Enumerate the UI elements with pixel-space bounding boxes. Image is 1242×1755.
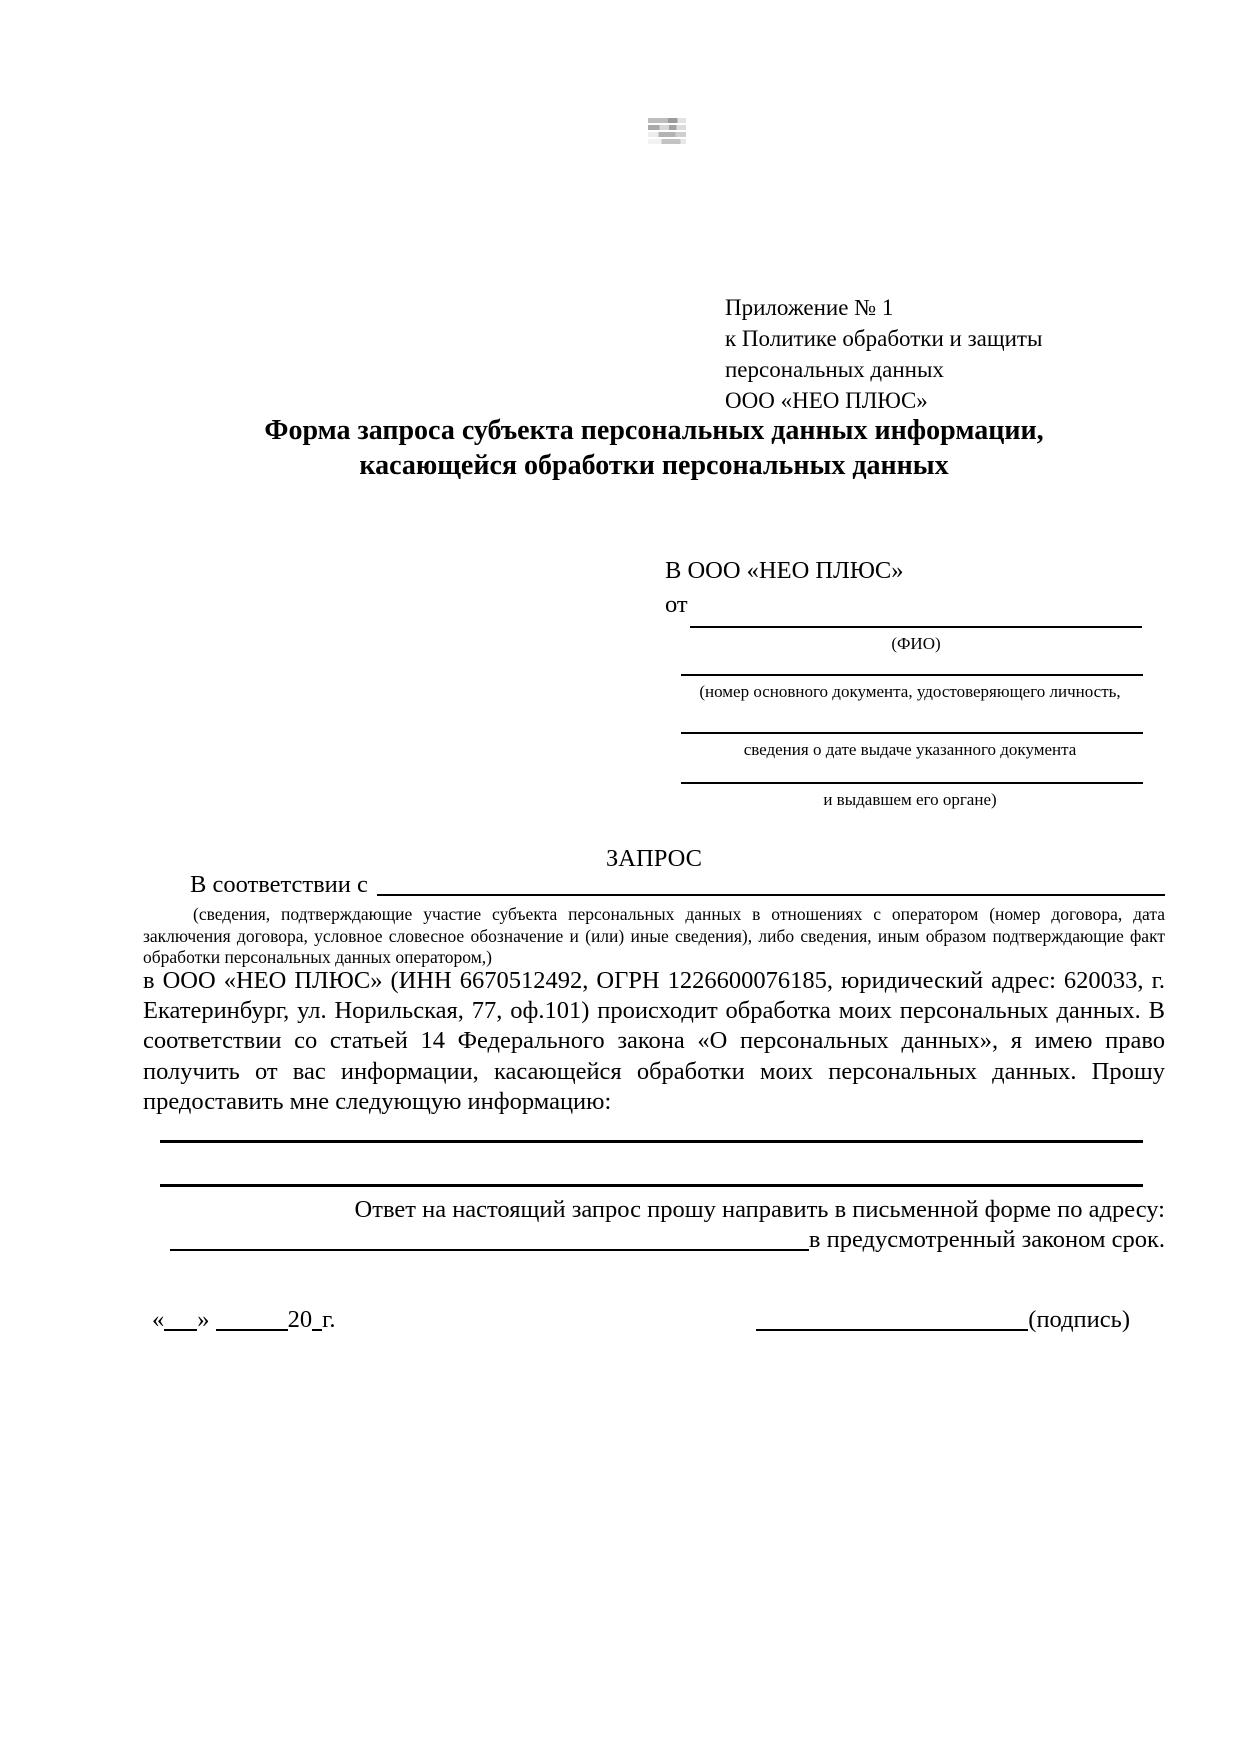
form-title: [143, 413, 1165, 483]
document-number-field-line[interactable]: [681, 674, 1143, 676]
addressee-from-label: от: [665, 591, 688, 618]
request-body: в ООО «НЕО ПЛЮС» (ИНН 6670512492, ОГРН 1226600076185, юридический адрес: 620033, г. Екатеринбург, ул. Норильская, 77, оф.101) происходит обработка моих персональных данных. В соответствии со статьей 14 Федерального закона «О персональных данных», я имею право получить от вас информации, касающейся обработки моих персональных данных. Прошу предоставить мне следующую информацию:: [143, 967, 1165, 1115]
month-field-line[interactable]: [216, 1329, 288, 1331]
signature-caption: (подпись): [1028, 1306, 1130, 1333]
placeholder-image-icon: [648, 118, 686, 148]
quote-close: »: [197, 1306, 210, 1333]
reply-address-row: [143, 1227, 1165, 1253]
year-prefix: 20: [287, 1306, 313, 1333]
address-field-line[interactable]: [170, 1249, 809, 1251]
day-field-line[interactable]: [164, 1329, 197, 1331]
intro-row: [143, 872, 1165, 898]
fio-field-line[interactable]: [690, 626, 1142, 628]
blank-field-line-1[interactable]: [160, 1140, 1143, 1143]
placeholder-image-stripe: [648, 125, 686, 130]
appendix-line-4: ООО «НЕО ПЛЮС»: [725, 388, 928, 413]
form-title-line-2: касающейся обработки персональных данных: [359, 450, 949, 481]
basis-field-line[interactable]: [377, 894, 1165, 896]
intro-prefix: В соответствии с: [190, 871, 368, 898]
blank-field-line-2[interactable]: [160, 1184, 1143, 1187]
signature-field: [756, 1306, 1130, 1334]
addressee-organization: В ООО «НЕО ПЛЮС»: [665, 557, 904, 584]
placeholder-image-stripe: [648, 139, 686, 144]
document-number-caption: (номер основного документа, удостоверяющего личность,: [699, 682, 1121, 701]
request-heading: ЗАПРОС: [606, 845, 702, 872]
fio-caption: (ФИО): [891, 634, 941, 653]
placeholder-image-stripe: [648, 118, 686, 123]
placeholder-image-stripe: [648, 132, 686, 137]
addressee-block: [665, 554, 903, 622]
issue-date-field-line[interactable]: [681, 732, 1143, 734]
signature-line[interactable]: [756, 1329, 1028, 1331]
year-field-line[interactable]: [312, 1329, 322, 1331]
form-title-line-1: Форма запроса субъекта персональных данных информации,: [264, 415, 1044, 446]
year-suffix: г.: [322, 1306, 336, 1333]
footer-row: [143, 1306, 1165, 1334]
appendix-line-2: к Политике обработки и защиты: [725, 326, 1043, 351]
quote-open: «: [152, 1306, 165, 1333]
reply-instruction: Ответ на настоящий запрос прошу направить в письменной форме по адресу:: [354, 1196, 1165, 1223]
appendix-line-1: Приложение № 1: [725, 295, 894, 320]
appendix-line-3: персональных данных: [725, 357, 944, 382]
issue-date-caption: сведения о дате выдаче указанного документа: [743, 740, 1077, 759]
appendix-block: [725, 292, 1042, 416]
date-field: [152, 1306, 336, 1334]
issuing-authority-field-line[interactable]: [681, 782, 1143, 784]
reply-deadline-text: в предусмотренный законом срок.: [808, 1226, 1165, 1253]
issuing-authority-caption: и выдавшем его органе): [823, 790, 997, 809]
legal-note: (сведения, подтверждающие участие субъекта персональных данных в отношениях с оператором (номер договора, дата заключения договора, условное словесное обозначение и (или) иные сведения), либо сведения, иным образом подтверждающие факт обработки персональных данных оператором,): [143, 904, 1165, 967]
